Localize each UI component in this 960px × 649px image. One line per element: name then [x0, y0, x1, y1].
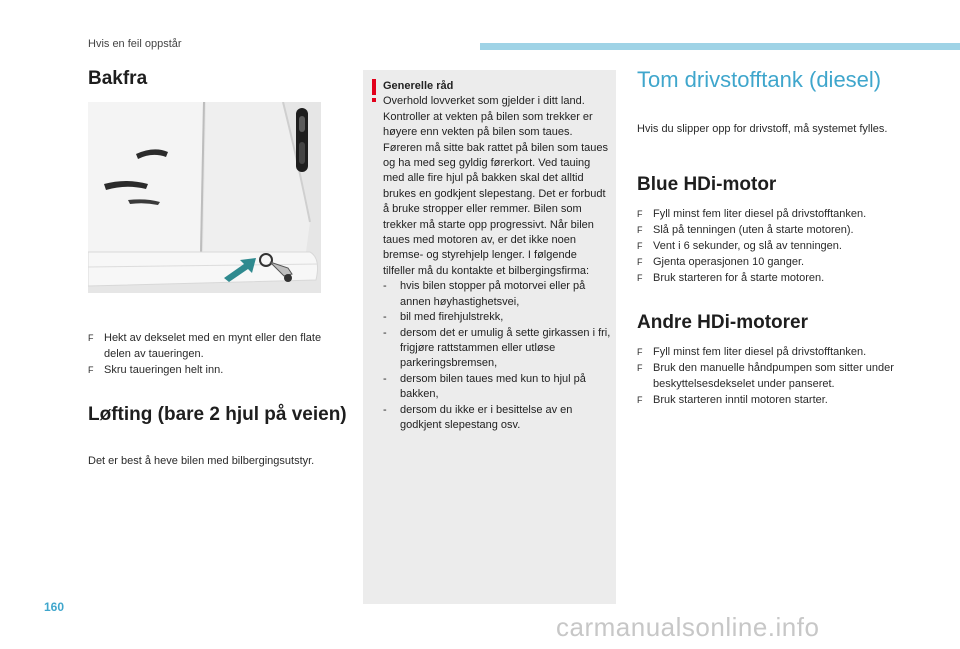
dash-marker: - [383, 403, 387, 416]
tow-ring-steps [88, 330, 338, 378]
bullet-marker: F [637, 363, 643, 373]
dash-marker: - [383, 311, 387, 324]
list-item: F Bruk starteren for å starte motoren. [637, 272, 825, 284]
warning-icon [370, 79, 378, 103]
dash-marker: - [383, 280, 387, 293]
bullet-marker: F [637, 209, 643, 219]
list-item: F Bruk starteren inntil motoren starter. [637, 394, 828, 406]
list-item: F Hekt av dekselet med en mynt eller den flate delen av taueringen. [88, 332, 322, 360]
dash-marker: - [383, 326, 387, 339]
dash-marker: - [383, 372, 387, 385]
bullet-marker: F [88, 333, 94, 343]
header-bar [480, 43, 960, 50]
section-title: Hvis en feil oppstår [88, 38, 182, 50]
bullet-marker: F [637, 395, 643, 405]
bullet-marker: F [637, 257, 643, 267]
list-item: F Slå på tenningen (uten å starte motoren). [637, 224, 854, 236]
list-item: - dersom det er umulig å sette girkassen i fri, frigjøre rattstammen eller utløse parkeringsbremsen, [383, 326, 611, 370]
heading-other-hdi: Andre HDi-motorer [637, 312, 809, 333]
rear-tow-ring-illustration [88, 102, 321, 293]
list-item: F Skru taueringen helt inn. [88, 364, 224, 376]
other-hdi-steps [637, 344, 912, 408]
heading-lofting: Løfting (bare 2 hjul på veien) [88, 404, 347, 425]
list-item: F Gjenta operasjonen 10 ganger. [637, 256, 805, 268]
bullet-marker: F [637, 273, 643, 283]
lofting-text: Det er best å heve bilen med bilbergingsutstyr. [88, 455, 315, 467]
bullet-marker: F [88, 365, 94, 375]
bullet-marker: F [637, 241, 643, 251]
bullet-marker: F [637, 225, 643, 235]
list-item: F Bruk den manuelle håndpumpen som sitter under beskyttelsesdekselet under panseret. [637, 362, 894, 390]
list-item: F Fyll minst fem liter diesel på drivstofftanken. [637, 208, 867, 220]
list-item: - dersom bilen taues med kun to hjul på bakken, [383, 372, 586, 401]
watermark: carmanualsonline.info [556, 612, 820, 642]
empty-tank-intro: Hvis du slipper opp for drivstoff, må systemet fylles. [637, 123, 888, 135]
list-item: - bil med firehjulstrekk, [383, 310, 611, 325]
contact-cases-list [383, 279, 611, 433]
advice-paragraph: Overhold lovverket som gjelder i ditt land. Kontroller at vekten på bilen som trekker er høyere enn vekten på bilen som taues. Føreren må sitte bak rattet på bilen som taues og ha med seg gyldig førerkort. Ved tauing med alle fire hjul på bakken skal det alltid brukes en godkjent slepestang. Det er forbudt å bruke stropper eller remmer. Bilen som trekker må starte opp progressivt. Når bilen taues med motoren av, er det ikke noen bremse- og styrehjelp lenger. I følgende tilfeller må du kontakte et bilbergingsfirma: [383, 95, 608, 277]
advice-title: Generelle råd [383, 80, 454, 92]
page-number: 160 [44, 600, 65, 614]
list-item: F Fyll minst fem liter diesel på drivstofftanken. [637, 346, 867, 358]
list-item: F Vent i 6 sekunder, og slå av tenningen. [637, 240, 842, 252]
van-rear-drawing [88, 102, 321, 293]
heading-empty-tank: Tom drivstofftank (diesel) [637, 67, 882, 92]
bullet-marker: F [637, 347, 643, 357]
blue-hdi-steps [637, 206, 907, 286]
heading-blue-hdi: Blue HDi-motor [637, 174, 777, 195]
list-item: - dersom du ikke er i besittelse av en godkjent slepestang osv. [383, 403, 573, 431]
heading-bakfra: Bakfra [88, 68, 148, 89]
list-item: - hvis bilen stopper på motorvei eller på annen høyhastighetsvei, [383, 280, 586, 308]
general-advice-text [383, 79, 611, 433]
